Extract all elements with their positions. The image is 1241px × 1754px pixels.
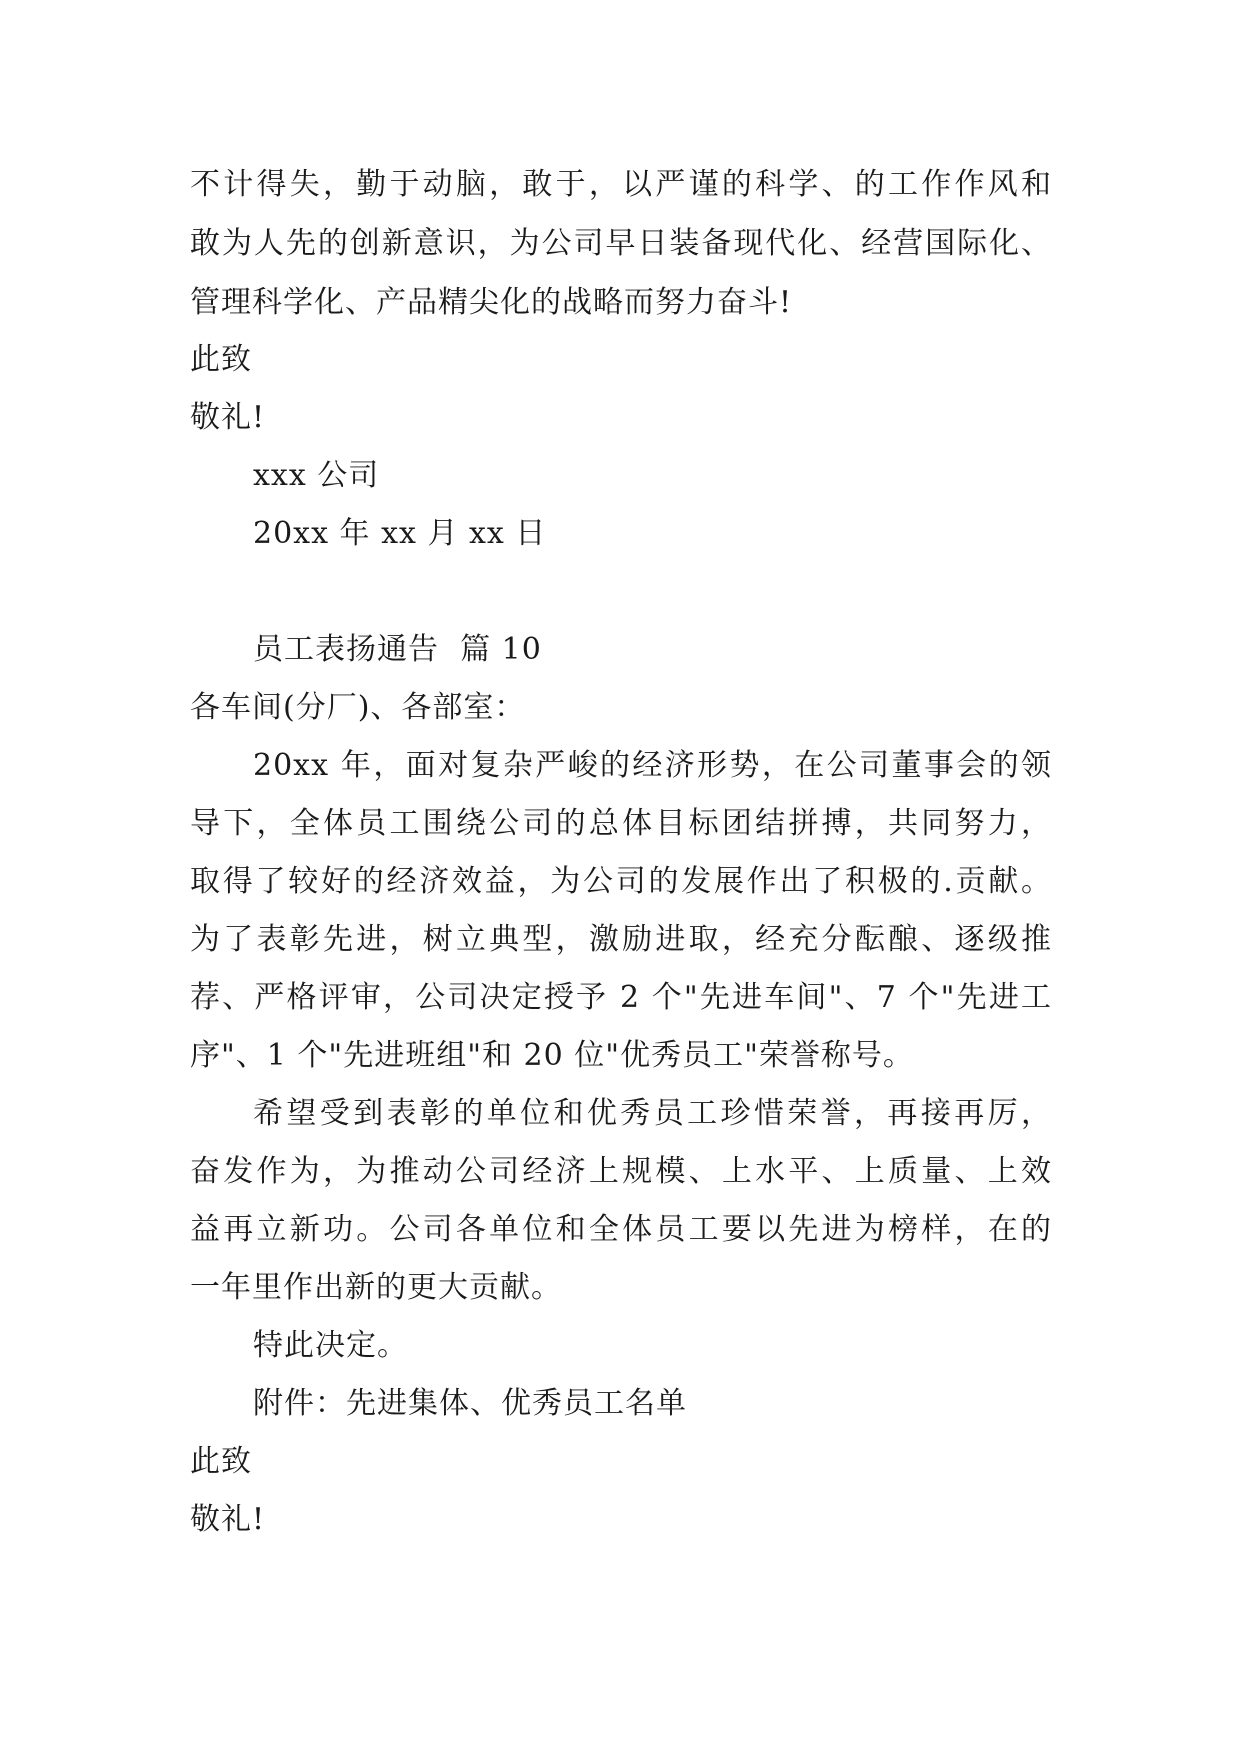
notice-attachment: 附件：先进集体、优秀员工名单 — [253, 1386, 687, 1421]
signature-company: xxx 公司 — [253, 458, 380, 493]
paragraph-2-line-2: 奋发作为，为推动公司经济上规模、上水平、上质量、上效 — [190, 1154, 1052, 1189]
paragraph-1-line-1: 20xx 年，面对复杂严峻的经济形势，在公司董事会的领 — [253, 748, 1052, 783]
paragraph-2-line-1: 希望受到表彰的单位和优秀员工珍惜荣誉，再接再厉， — [253, 1096, 1052, 1131]
paragraph-2-line-3: 益再立新功。公司各单位和全体员工要以先进为榜样，在的 — [190, 1212, 1052, 1247]
paragraph-1-line-3: 取得了较好的经济效益，为公司的发展作出了积极的.贡献。 — [190, 864, 1052, 899]
paragraph-1-line-6: 序"、1 个"先进班组"和 20 位"优秀员工"荣誉称号。 — [190, 1038, 914, 1073]
letter-closing-1: 此致 — [190, 342, 252, 377]
notice-salutation: 各车间(分厂)、各部室： — [190, 690, 526, 725]
letter-closing-2: 敬礼! — [190, 400, 266, 435]
notice-decision: 特此决定。 — [253, 1328, 408, 1363]
signature-date: 20xx 年 xx 月 xx 日 — [253, 516, 547, 551]
paragraph-1-line-4: 为了表彰先进，树立典型，激励进取，经充分酝酿、逐级推 — [190, 922, 1052, 957]
letter-end-line-1: 不计得失，勤于动脑，敢于，以严谨的科学、的工作作风和 — [190, 167, 1052, 202]
paragraph-2-line-4: 一年里作出新的更大贡献。 — [190, 1270, 562, 1305]
paragraph-1-line-5: 荐、严格评审，公司决定授予 2 个"先进车间"、7 个"先进工 — [190, 980, 1052, 1015]
notice-closing-2: 敬礼! — [190, 1502, 266, 1537]
letter-end-line-2: 敢为人先的创新意识，为公司早日装备现代化、经营国际化、 — [190, 226, 1052, 261]
paragraph-1-line-2: 导下，全体员工围绕公司的总体目标团结拼搏，共同努力， — [190, 806, 1052, 841]
letter-end-line-3: 管理科学化、产品精尖化的战略而努力奋斗! — [190, 285, 793, 320]
notice-title: 员工表扬通告 篇 10 — [253, 632, 542, 667]
notice-closing-1: 此致 — [190, 1444, 252, 1479]
